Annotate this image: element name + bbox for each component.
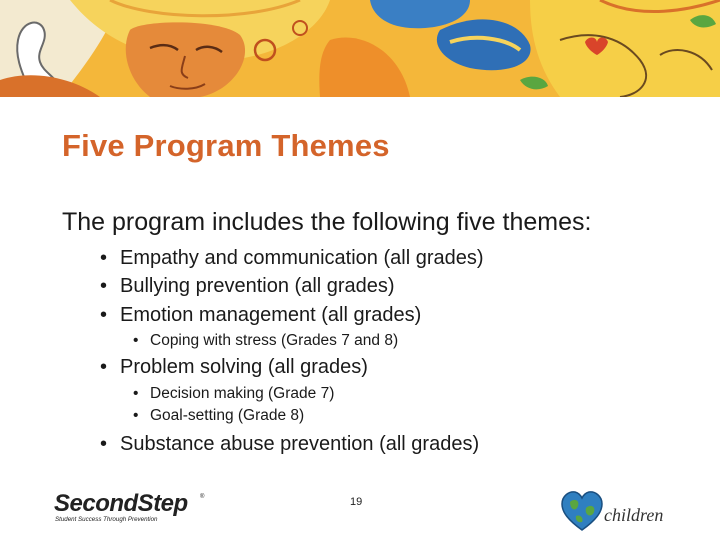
list-item: • Problem solving (all grades) — [100, 356, 368, 378]
list-item-text: Bullying prevention (all grades) — [120, 275, 395, 297]
svg-text:SecondStep: SecondStep — [54, 490, 188, 517]
second-step-logo — [52, 488, 207, 529]
committee-for-children-logo — [560, 490, 670, 537]
list-item: • Empathy and communication (all grades) — [100, 247, 484, 269]
list-item-text: Problem solving (all grades) — [120, 356, 368, 378]
intro-text: The program includes the following five themes: — [62, 208, 592, 236]
heart-globe-icon — [562, 492, 602, 530]
list-item-text: Substance abuse prevention (all grades) — [120, 433, 480, 455]
list-item-text: Empathy and communication (all grades) — [120, 247, 484, 269]
list-item: • Bullying prevention (all grades) — [100, 275, 395, 297]
page-number: 19 — [350, 496, 363, 508]
sub-list-item: • Decision making (Grade 7) — [133, 385, 335, 402]
svg-text:®: ® — [200, 494, 205, 500]
svg-text:children: children — [604, 505, 664, 525]
list-item-text: Goal-setting (Grade 8) — [150, 407, 305, 424]
svg-text:Student Success Through Preven: Student Success Through Prevention — [55, 516, 158, 523]
list-item-text: Coping with stress (Grades 7 and 8) — [150, 332, 399, 349]
list-item-text: Decision making (Grade 7) — [150, 385, 335, 402]
list-item-text: Emotion management (all grades) — [120, 304, 422, 326]
list-item: • Substance abuse prevention (all grades) — [100, 433, 480, 455]
list-item: • Emotion management (all grades) — [100, 304, 422, 326]
illustration-banner — [0, 0, 720, 97]
sub-list-item: • Coping with stress (Grades 7 and 8) — [133, 332, 399, 349]
slide-title: Five Program Themes — [62, 128, 390, 163]
sub-list-item: • Goal-setting (Grade 8) — [133, 407, 305, 424]
